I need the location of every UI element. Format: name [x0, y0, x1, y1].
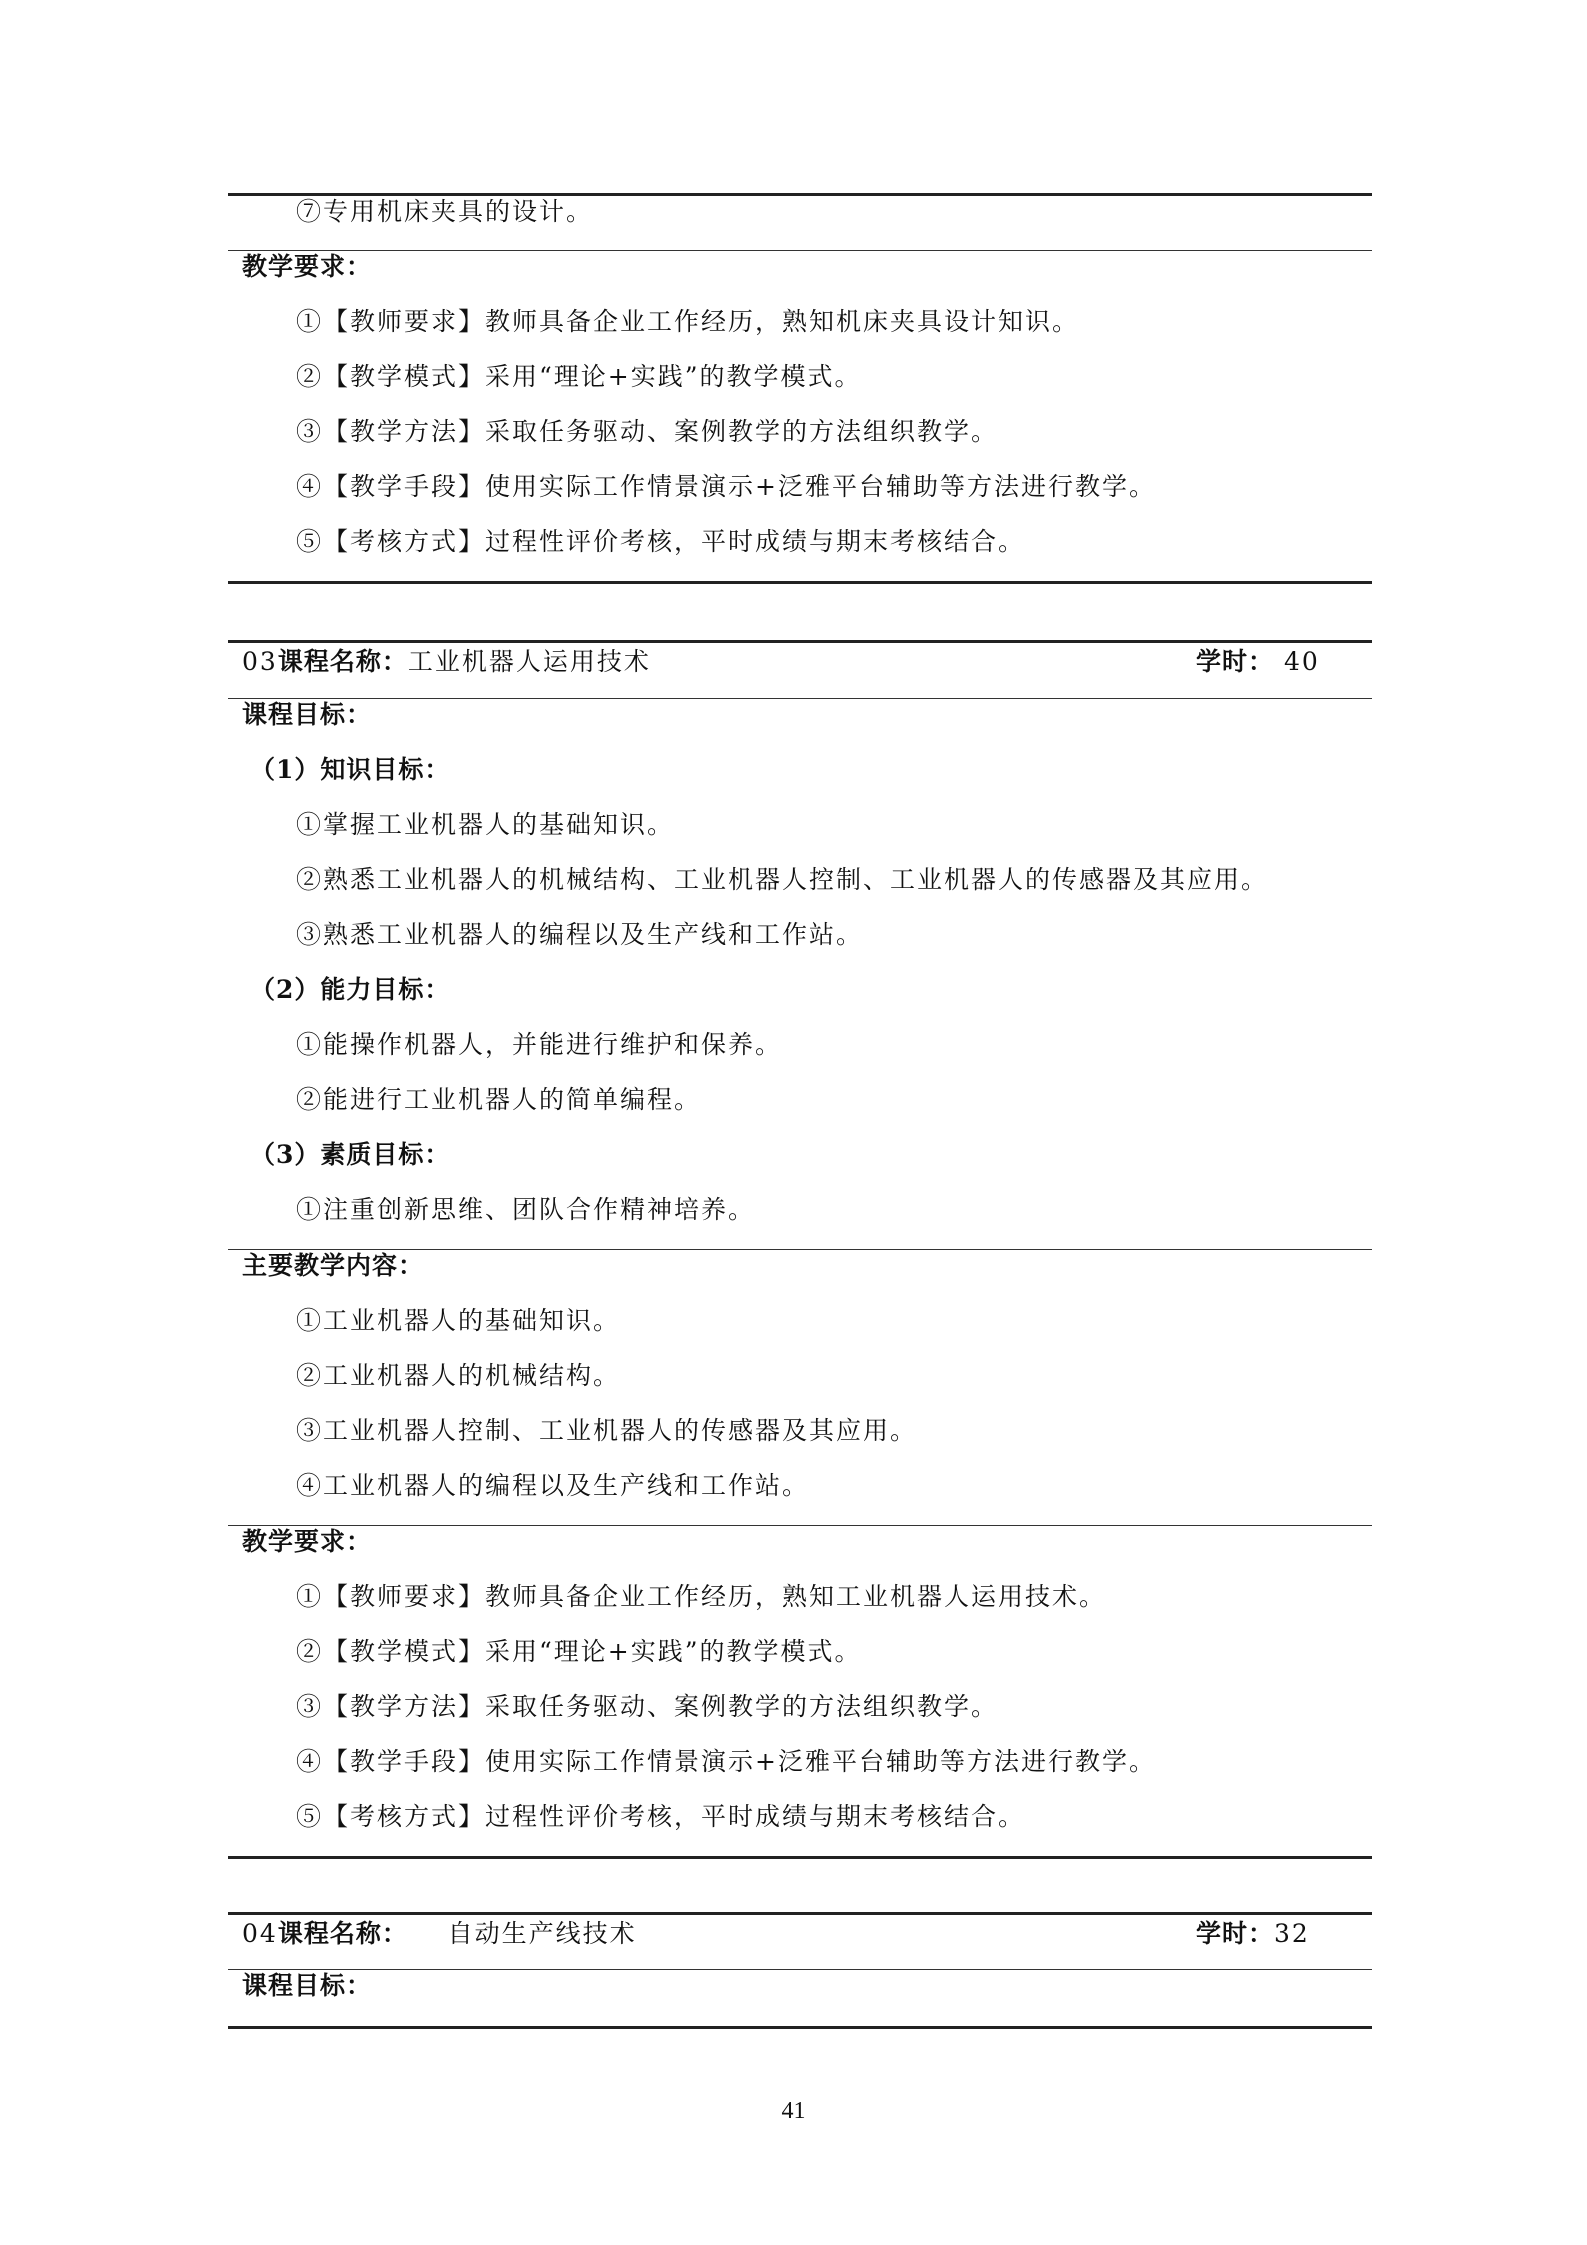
objective-item: ②能进行工业机器人的简单编程。 — [296, 1085, 702, 1114]
requirement-item: ①【教师要求】教师具备企业工作经历，熟知工业机器人运用技术。 — [296, 1582, 1107, 1611]
content-item: ③工业机器人控制、工业机器人的传感器及其应用。 — [296, 1416, 918, 1445]
course-hours — [1196, 647, 1320, 677]
requirement-item: ③【教学方法】采取任务驱动、案例教学的方法组织教学。 — [296, 1692, 999, 1721]
content-item: ④工业机器人的编程以及生产线和工作站。 — [296, 1471, 810, 1500]
objectives-label: 课程目标： — [242, 700, 373, 729]
requirement-item: ②【教学模式】采用“理论+实践”的教学模式。 — [296, 1637, 862, 1666]
objective-item: ①掌握工业机器人的基础知识。 — [296, 810, 675, 839]
objective-item: ①注重创新思维、团队合作精神培养。 — [296, 1195, 756, 1224]
hours-value: 32 — [1274, 1919, 1310, 1948]
hours-label: 学时： — [1196, 1919, 1275, 1948]
row-divider — [228, 698, 1372, 699]
quality-objectives-label: （3）素质目标： — [250, 1140, 451, 1169]
content-item: ⑦专用机床夹具的设计。 — [296, 197, 594, 226]
hours-label: 学时： — [1196, 647, 1275, 676]
course-name: 自动生产线技术 — [447, 1919, 637, 1948]
objective-item: ①能操作机器人，并能进行维护和保养。 — [296, 1030, 783, 1059]
objective-item: ③熟悉工业机器人的编程以及生产线和工作站。 — [296, 920, 864, 949]
course-table-03 — [228, 640, 1372, 1860]
table-bottom-border — [228, 2026, 1372, 2029]
requirement-item: ④【教学手段】使用实际工作情景演示+泛雅平台辅助等方法进行教学。 — [296, 1747, 1156, 1776]
requirement-item: ③【教学方法】采取任务驱动、案例教学的方法组织教学。 — [296, 417, 999, 446]
table-top-border — [228, 193, 1372, 196]
table-bottom-border — [228, 1856, 1372, 1859]
content-item: ①工业机器人的基础知识。 — [296, 1306, 621, 1335]
requirements-label: 教学要求： — [242, 1527, 373, 1556]
requirement-item: ⑤【考核方式】过程性评价考核，平时成绩与期末考核结合。 — [296, 527, 1026, 556]
requirement-item: ④【教学手段】使用实际工作情景演示+泛雅平台辅助等方法进行教学。 — [296, 472, 1156, 501]
objectives-label: 课程目标： — [242, 1971, 373, 2000]
table-bottom-border — [228, 581, 1372, 584]
objective-item: ②熟悉工业机器人的机械结构、工业机器人控制、工业机器人的传感器及其应用。 — [296, 865, 1269, 894]
ability-objectives-label: （2）能力目标： — [250, 975, 451, 1004]
requirement-item: ⑤【考核方式】过程性评价考核，平时成绩与期末考核结合。 — [296, 1802, 1026, 1831]
course-table-04 — [228, 1912, 1372, 2032]
course-title-row — [242, 1919, 637, 1949]
course-name-label: 课程名称： — [277, 1919, 408, 1948]
course-name: 工业机器人运用技术 — [407, 647, 651, 676]
hours-value: 40 — [1283, 647, 1320, 676]
table-top-border — [228, 640, 1372, 643]
content-label: 主要教学内容： — [242, 1251, 425, 1280]
content-item: ②工业机器人的机械结构。 — [296, 1361, 621, 1390]
course-table-02-continued — [228, 193, 1372, 583]
course-number: 04 — [242, 1919, 278, 1948]
row-divider — [228, 250, 1372, 251]
row-divider — [228, 1525, 1372, 1526]
table-top-border — [228, 1912, 1372, 1915]
row-divider — [228, 1969, 1372, 1970]
page-number: 41 — [781, 2098, 806, 2124]
row-divider — [228, 1249, 1372, 1250]
knowledge-objectives-label: （1）知识目标： — [250, 755, 451, 784]
requirement-item: ②【教学模式】采用“理论+实践”的教学模式。 — [296, 362, 862, 391]
course-hours — [1196, 1919, 1310, 1949]
requirement-item: ①【教师要求】教师具备企业工作经历，熟知机床夹具设计知识。 — [296, 307, 1080, 336]
course-name-label: 课程名称： — [277, 647, 408, 676]
requirements-label: 教学要求： — [242, 252, 373, 281]
course-number: 03 — [242, 647, 278, 676]
course-title-row — [242, 647, 651, 677]
